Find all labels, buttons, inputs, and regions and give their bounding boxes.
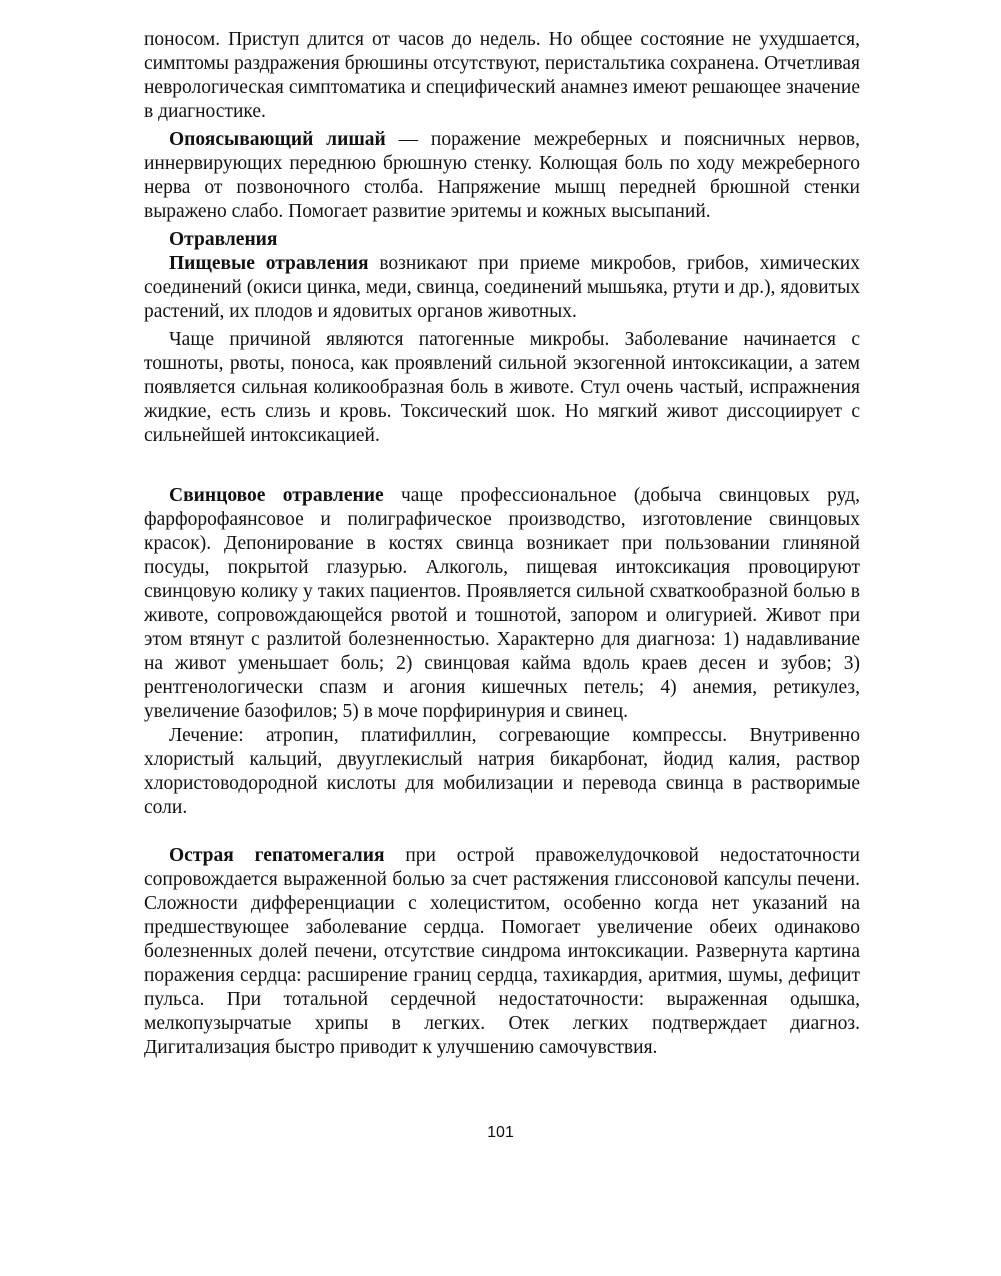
term-acute-hepatomegaly: Острая гепатомегалия: [169, 845, 385, 866]
paragraph-herpes-zoster: [144, 128, 860, 224]
term-lead-poisoning: Свинцовое отравление: [169, 485, 384, 506]
paragraph-text: поносом. Приступ длится от часов до недель. Но общее состояние не ухудшается, симптомы раздражения брюшины отсутствуют, перистальтика сохранена. Отчетливая неврологическая симптоматика и специфический анамнез имеют решающее значение в диагностике.: [144, 29, 860, 122]
paragraph-text: Лечение: атропин, платифиллин, согревающие компрессы. Внутривенно хлористый кальций, двууглекислый натрия бикарбонат, йодид калия, раствор хлористоводородной кислоты для мобилизации и перевода свинца в растворимые соли.: [144, 725, 860, 818]
paragraph-food-poisoning: [144, 252, 860, 324]
paragraph-text: при острой правожелудочковой недостаточности сопровождается выраженной болью за счет растяжения глиссоновой капсулы печени. Сложности дифференциации с холециститом, особенно когда нет указаний на предшествующее заболевание сердца. Помогает увеличение обеих одинаково болезненных долей печени, отсутствие синдрома интоксикации. Развернута картина поражения сердца: расширение границ сердца, тахикардия, аритмия, шумы, дефицит пульса. При тотальной сердечной недостаточности: выраженная одышка, мелкопузырчатые хрипы в легких. Отек легких подтверждает диагноз. Дигитализация быстро приводит к улучшению самочувствия.: [144, 845, 860, 1058]
page-number: 101: [487, 1124, 514, 1141]
paragraph-acute-hepatomegaly: [144, 844, 860, 1060]
term-herpes-zoster: Опоясывающий лишай: [169, 129, 386, 150]
page-body: [144, 28, 860, 1064]
paragraph-text: — поражение межреберных и поясничных нервов, иннервирующих переднюю брюшную стенку. Колющая боль по ходу межреберного нерва от позвоночного столба. Напряжение мышц передней брюшной стенки выражено слабо. Помогает развитие эритемы и кожных высыпаний.: [144, 129, 860, 222]
paragraph-text: чаще профессиональное (добыча свинцовых руд, фарфорофаянсовое и полиграфическое производство, изготовление свинцовых красок). Депонирование в костях свинца возникает при пользовании глиняной посуды, покрытой глазурью. Алкоголь, пищевая интоксикация провоцируют свинцовую колику у таких пациентов. Проявляется сильной схваткообразной болью в животе, сопровождающейся рвотой и тошнотой, запором и олигурией. Живот при этом втянут с разлитой болезненностью. Характерно для диагноза: 1) надавливание на живот уменьшает боль; 2) свинцовая кайма вдоль краев десен и зубов; 3) рентгенологически спазм и агония кишечных петель; 4) анемия, ретикулез, увеличение базофилов; 5) в моче порфиринурия и свинец.: [144, 485, 860, 722]
paragraph-colic-diagnostics: [144, 28, 860, 124]
paragraph-text: Чаще причиной являются патогенные микробы. Заболевание начинается с тошноты, рвоты, поноса, как проявлений сильной экзогенной интоксикации, а затем появляется сильная коликообразная боль в животе. Стул очень частый, испражнения жидкие, есть слизь и кровь. Токсический шок. Но мягкий живот диссоциирует с сильнейшей интоксикацией.: [144, 329, 860, 446]
term-food-poisoning: Пищевые отравления: [169, 253, 369, 274]
paragraph-lead-poisoning: [144, 484, 860, 724]
paragraph-lead-treatment: [144, 724, 860, 820]
section-heading-poisonings: Отравления: [169, 229, 278, 250]
paragraph-text: возникают при приеме микробов, грибов, химических соединений (окиси цинка, меди, свинца, соединений мышьяка, ртути и др.), ядовитых растений, их плодов и ядовитых органов животных.: [144, 253, 860, 322]
paragraph-pathogenic-microbes: [144, 328, 860, 448]
